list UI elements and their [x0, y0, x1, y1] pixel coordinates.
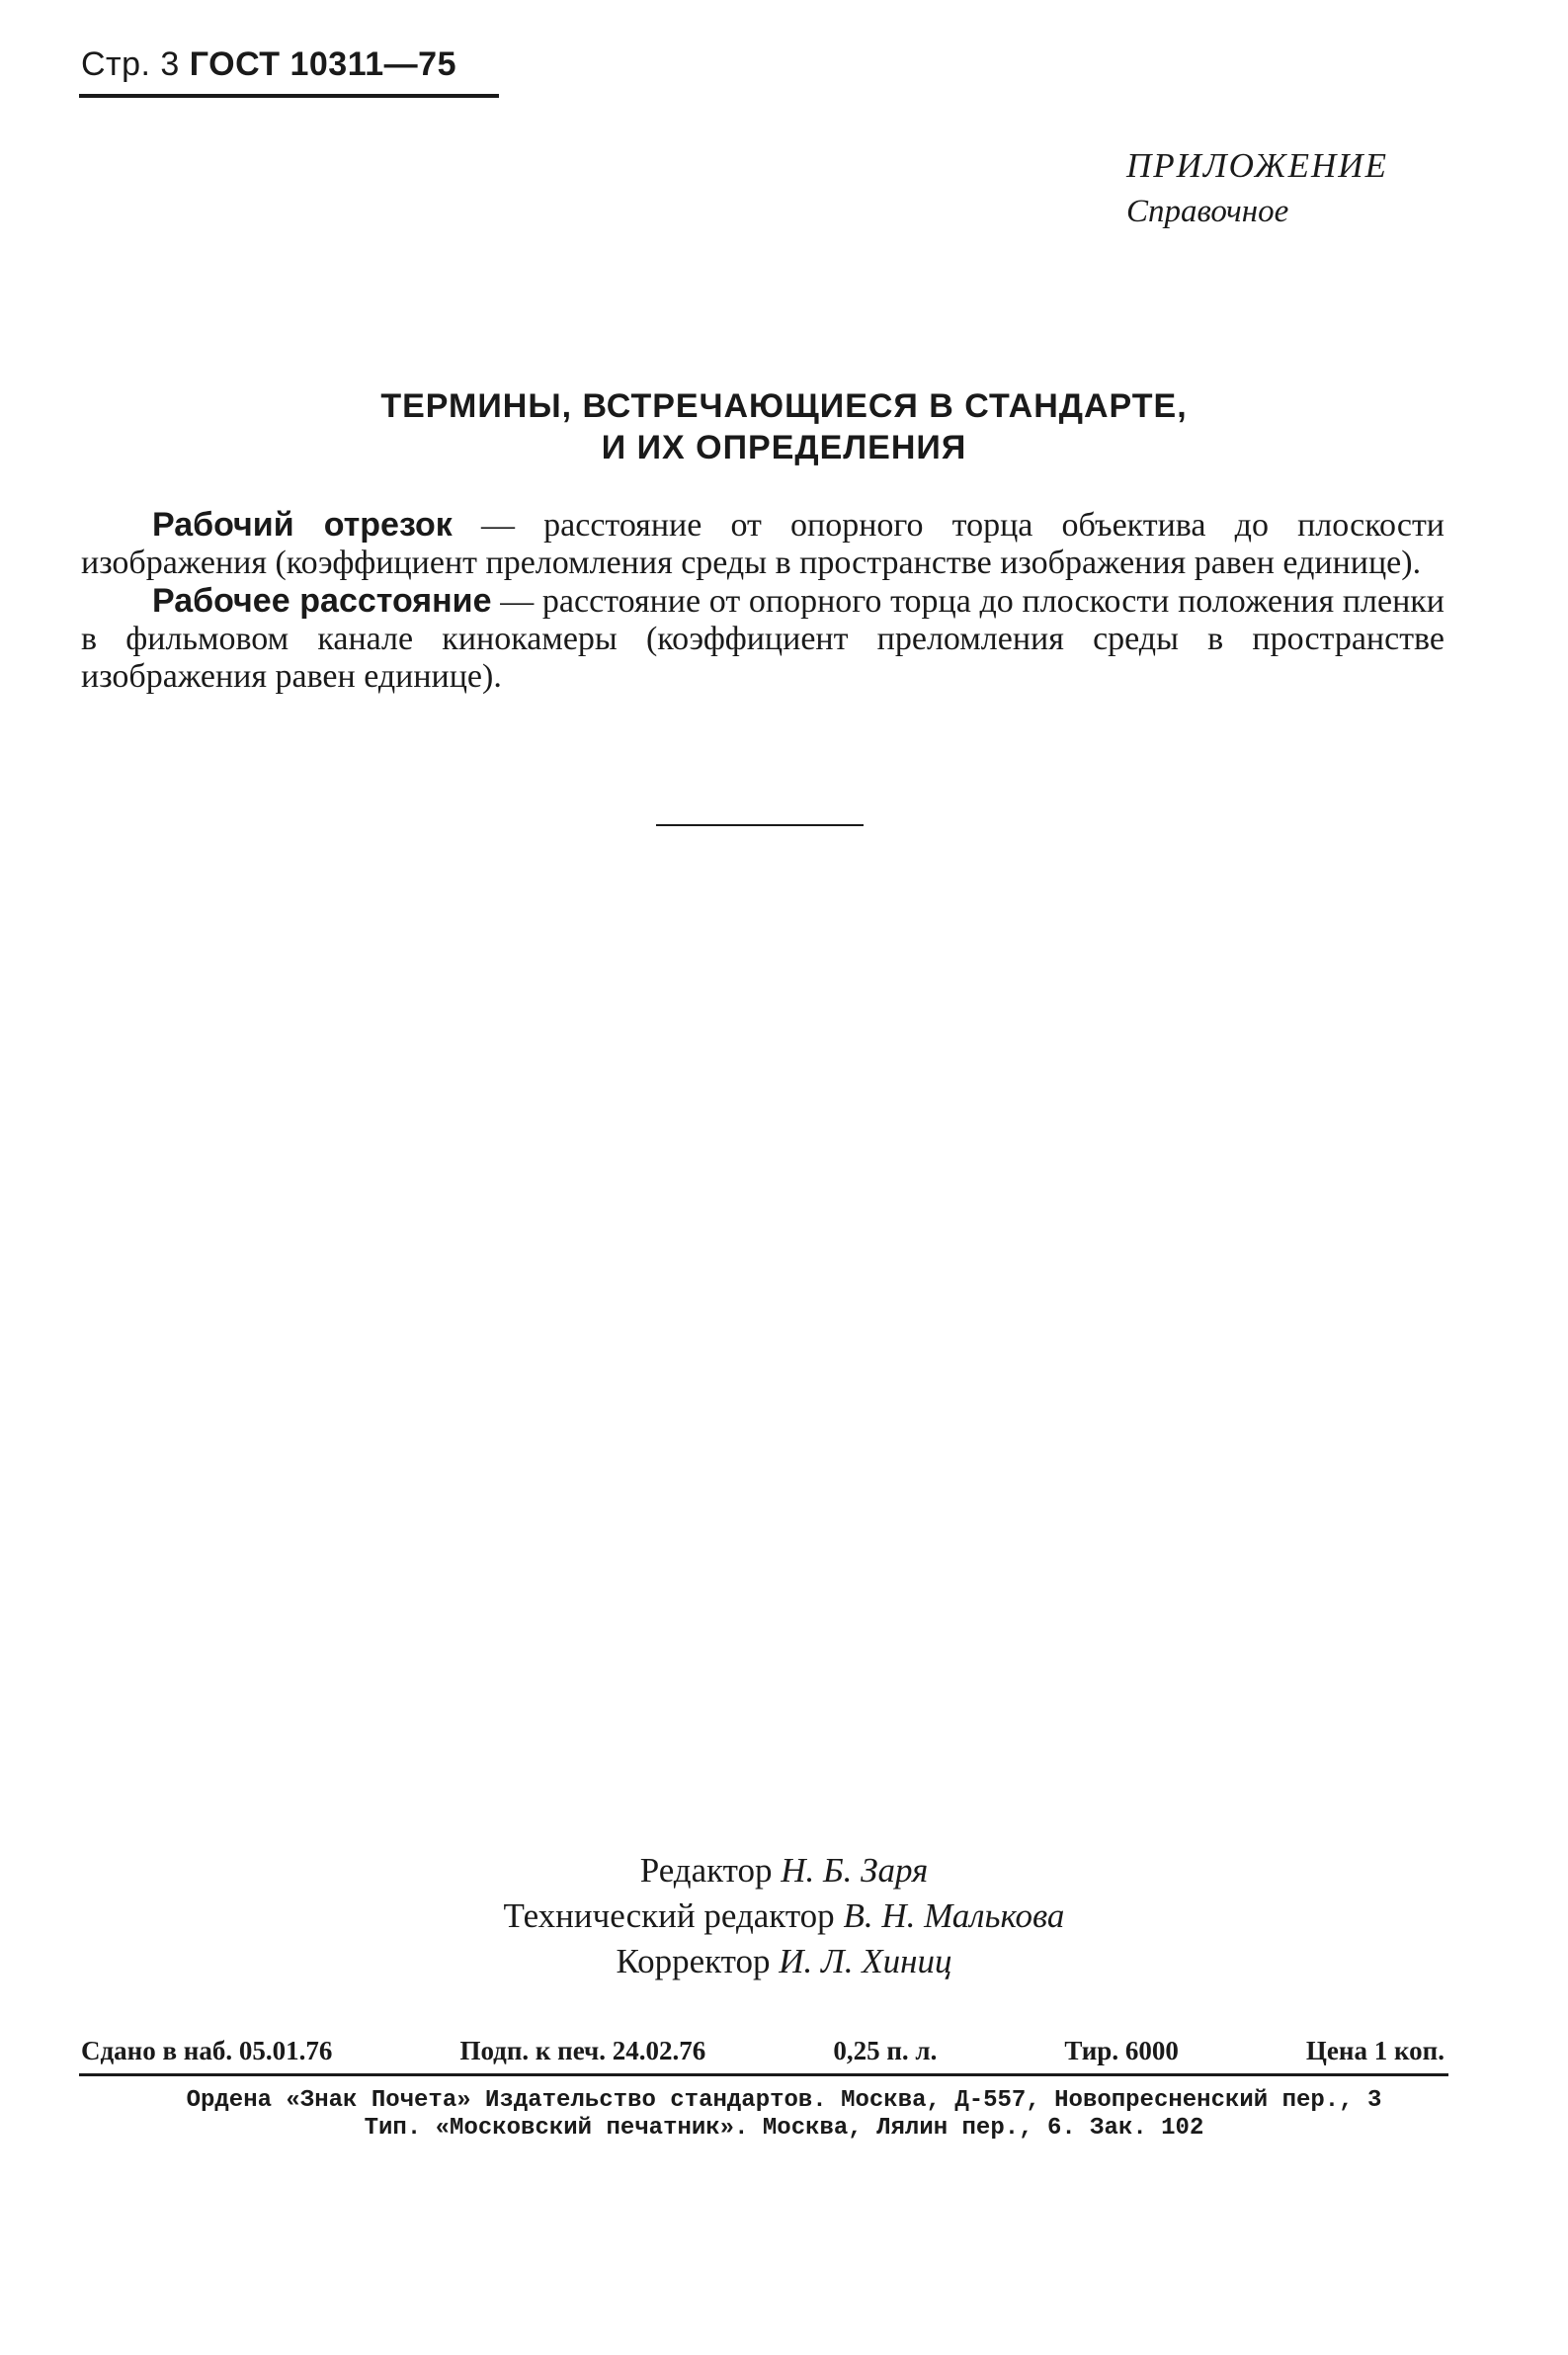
imprint-line — [81, 2036, 1444, 2066]
imprint-price: Цена 1 коп. — [1305, 2036, 1444, 2065]
section-title-line-1: ТЕРМИНЫ, ВСТРЕЧАЮЩИЕСЯ В СТАНДАРТЕ, — [380, 387, 1188, 425]
definition-term: Рабочее расстояние — [152, 582, 492, 620]
publisher-info — [0, 2087, 1568, 2143]
tech-editor-name: В. Н. Малькова — [843, 1896, 1065, 1935]
tech-editor-label: Технический редактор — [503, 1896, 835, 1935]
imprint-circulation: Тир. 6000 — [1064, 2036, 1179, 2065]
definition-term: Рабочий отрезок — [152, 506, 453, 544]
imprint-sheets: 0,25 п. л. — [833, 2036, 938, 2065]
proofreader-line — [0, 1939, 1568, 1984]
editor-label: Редактор — [639, 1851, 773, 1890]
section-end-divider — [656, 824, 864, 826]
definition-item — [81, 506, 1444, 582]
editor-line — [0, 1848, 1568, 1893]
proofreader-label: Корректор — [616, 1942, 771, 1980]
header-divider — [79, 94, 499, 98]
editor-name: Н. Б. Заря — [781, 1851, 929, 1890]
definition-item — [81, 582, 1444, 696]
section-title — [0, 385, 1568, 468]
credits-block — [0, 1848, 1568, 1984]
standard-number: ГОСТ 10311—75 — [189, 45, 456, 83]
imprint-divider — [79, 2073, 1448, 2076]
proofreader-name: И. Л. Хиниц — [779, 1942, 952, 1980]
imprint-signed: Подп. к печ. 24.02.76 — [459, 2036, 706, 2065]
definitions-list — [81, 506, 1444, 696]
appendix-subtitle: Справочное — [1126, 194, 1289, 229]
section-title-line-2: И ИХ ОПРЕДЕЛЕНИЯ — [601, 429, 967, 466]
definition-text: — расстояние от опорного торца до плоскости положения пленки в фильмовом канале кинокамеры (коэффициент преломления среды в пространстве изображения равен единице). — [81, 583, 1444, 695]
appendix-title: ПРИЛОЖЕНИЕ — [1126, 146, 1388, 185]
page-header — [81, 45, 456, 84]
page-number: Стр. 3 — [81, 45, 180, 83]
publisher-line-1: Ордена «Знак Почета» Издательство стандартов. Москва, Д-557, Новопресненский пер., 3 — [186, 2087, 1382, 2114]
imprint-submitted: Сдано в наб. 05.01.76 — [81, 2036, 333, 2065]
publisher-line-2: Тип. «Московский печатник». Москва, Лялин пер., 6. Зак. 102 — [364, 2115, 1204, 2142]
tech-editor-line — [0, 1893, 1568, 1939]
definition-text: — расстояние от опорного торца объектива до плоскости изображения (коэффициент преломления среды в пространстве изображения равен единице). — [81, 507, 1444, 581]
